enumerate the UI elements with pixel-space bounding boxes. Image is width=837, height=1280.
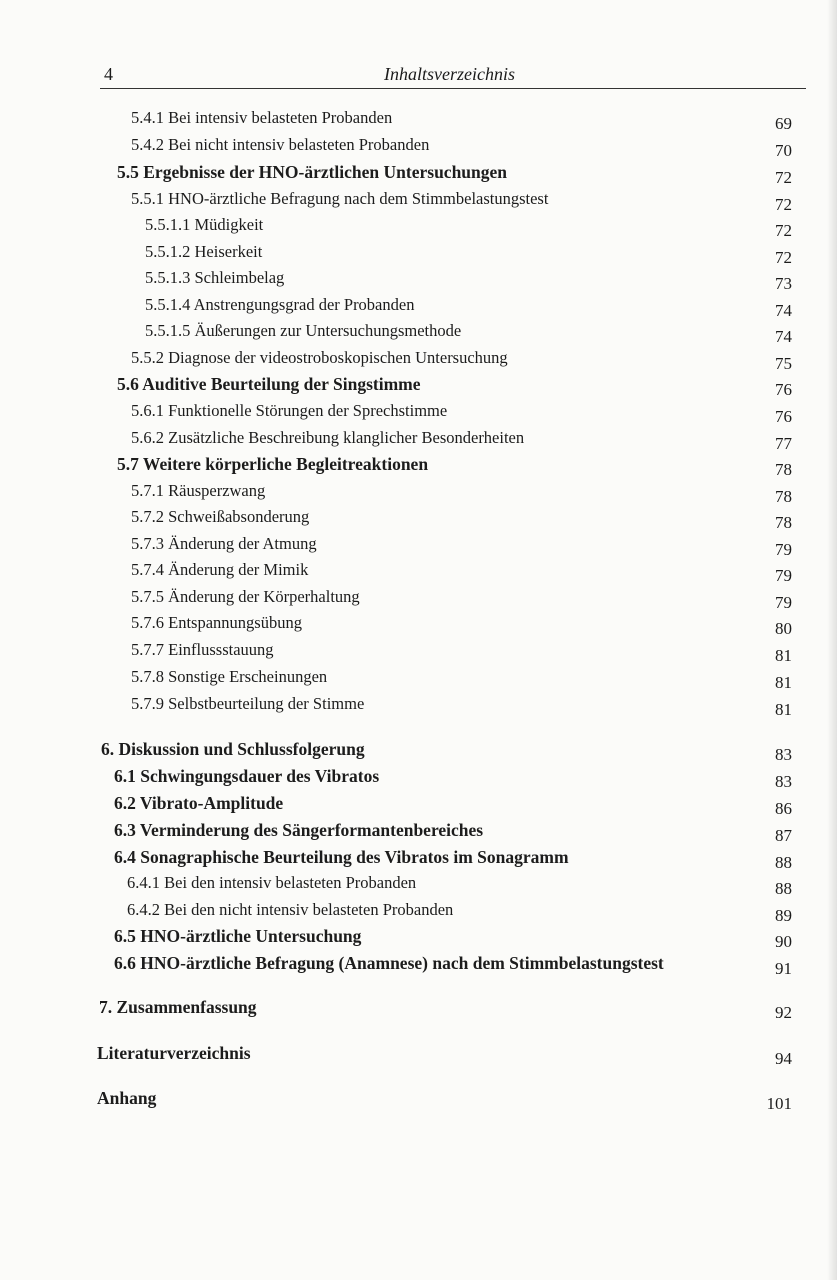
toc-entry-page: 79 — [775, 593, 792, 612]
toc-entry-page: 76 — [775, 407, 792, 426]
toc-entry-page: 90 — [775, 932, 792, 951]
toc-entry-page: 78 — [775, 487, 792, 506]
toc-entry-label: 5.4.2 Bei nicht intensiv belasteten Probanden — [131, 135, 430, 154]
toc-entry[interactable] — [127, 900, 792, 925]
toc-entry-label: 5.5.1.1 Müdigkeit — [145, 215, 264, 234]
toc-entry-page: 72 — [775, 195, 792, 214]
toc-entry-page: 70 — [775, 141, 792, 160]
toc-entry[interactable] — [131, 507, 792, 532]
toc-entry[interactable] — [114, 847, 792, 872]
toc-entry-label: 5.5 Ergebnisse der HNO-ärztlichen Untersuchungen — [117, 162, 508, 182]
toc-entry-page: 92 — [775, 1003, 792, 1022]
toc-entry-label: Literaturverzeichnis — [97, 1043, 251, 1063]
toc-entry-label: 5.5.1.2 Heiserkeit — [145, 242, 263, 261]
toc-entry-page: 73 — [775, 274, 792, 293]
toc-entry-page: 88 — [775, 853, 792, 872]
toc-entry-label: 5.4.1 Bei intensiv belasteten Probanden — [131, 108, 393, 127]
toc-entry-label: 5.7.3 Änderung der Atmung — [131, 534, 317, 553]
toc-entry-label: 5.7.6 Entspannungsübung — [131, 613, 302, 632]
toc-entry-label: 5.7.9 Selbstbeurteilung der Stimme — [131, 694, 365, 713]
toc-entry-page: 81 — [775, 646, 792, 665]
toc-entry-page: 101 — [766, 1094, 792, 1113]
header-title: Inhaltsverzeichnis — [384, 64, 515, 84]
toc-entry-page: 81 — [775, 700, 792, 719]
toc-entry[interactable] — [145, 215, 792, 240]
toc-entry-label: 6.4 Sonagraphische Beurteilung des Vibratos im Sonagramm — [114, 847, 569, 867]
toc-entry-page: 72 — [775, 248, 792, 267]
toc-entry[interactable] — [131, 401, 792, 426]
toc-entry-label: 5.6.1 Funktionelle Störungen der Sprechstimme — [131, 401, 448, 420]
toc-entry-label: 5.5.1 HNO-ärztliche Befragung nach dem Stimmbelastungstest — [131, 189, 549, 208]
toc-entry[interactable] — [131, 640, 792, 665]
toc-entry[interactable] — [145, 295, 792, 320]
toc-entry-page: 78 — [775, 513, 792, 532]
toc-entry-page: 72 — [775, 221, 792, 240]
toc-entry-page: 94 — [775, 1049, 792, 1068]
toc-entry-page: 91 — [775, 959, 792, 978]
toc-entry[interactable] — [131, 587, 792, 612]
toc-entry-label: 6.2 Vibrato-Amplitude — [114, 793, 284, 813]
toc-entry-page: 80 — [775, 619, 792, 638]
toc-entry[interactable] — [97, 1088, 792, 1113]
toc-entry[interactable] — [131, 534, 792, 559]
toc-entry-label: 5.7.4 Änderung der Mimik — [131, 560, 309, 579]
toc-entry-label: 5.5.2 Diagnose der videostroboskopischen Untersuchung — [131, 348, 508, 367]
toc-entry-label: 5.6.2 Zusätzliche Beschreibung klanglicher Besonderheiten — [131, 428, 525, 447]
toc-entry[interactable] — [99, 997, 792, 1022]
toc-entry[interactable] — [117, 374, 792, 399]
toc-entry-label: 5.7.1 Räusperzwang — [131, 481, 266, 500]
toc-entry-label: 7. Zusammenfassung — [99, 997, 257, 1017]
toc-entry[interactable] — [131, 481, 792, 506]
toc-entry-label: 6.1 Schwingungsdauer des Vibratos — [114, 766, 380, 786]
toc-entry-label: 6. Diskussion und Schlussfolgerung — [101, 739, 365, 759]
toc-entry-page: 81 — [775, 673, 792, 692]
toc-entry-label: 5.7.8 Sonstige Erscheinungen — [131, 667, 328, 686]
toc-entry[interactable] — [101, 739, 792, 764]
toc-entry-page: 86 — [775, 799, 792, 818]
toc-entry-label: 5.5.1.3 Schleimbelag — [145, 268, 285, 287]
toc-entry-page: 87 — [775, 826, 792, 845]
toc-entry-label: 6.6 HNO-ärztliche Befragung (Anamnese) nach dem Stimmbelastungstest — [114, 953, 664, 973]
toc-entry[interactable] — [117, 162, 792, 187]
toc-entry-page: 83 — [775, 772, 792, 791]
toc-entry-label: Anhang — [97, 1088, 157, 1108]
toc-entry[interactable] — [131, 428, 792, 453]
toc-entry[interactable] — [131, 135, 792, 160]
page-number: 4 — [104, 64, 113, 84]
toc-entry[interactable] — [117, 454, 792, 479]
toc-entry-label: 5.5.1.4 Anstrengungsgrad der Probanden — [145, 295, 415, 314]
toc-entry[interactable] — [131, 560, 792, 585]
toc-entry-label: 5.5.1.5 Äußerungen zur Untersuchungsmethode — [145, 321, 462, 340]
toc-entry[interactable] — [131, 667, 792, 692]
toc-entry-label: 5.6 Auditive Beurteilung der Singstimme — [117, 374, 421, 394]
toc-entry[interactable] — [114, 766, 792, 791]
toc-entry[interactable] — [131, 189, 792, 214]
toc-entry-page: 89 — [775, 906, 792, 925]
toc-entry[interactable] — [114, 953, 792, 978]
toc-entry-label: 5.7 Weitere körperliche Begleitreaktionen — [117, 454, 429, 474]
toc-entry-page: 78 — [775, 460, 792, 479]
toc-entry-label: 6.3 Verminderung des Sängerformantenbereiches — [114, 820, 484, 840]
toc-entry-page: 79 — [775, 540, 792, 559]
toc-entry-label: 5.7.7 Einflussstauung — [131, 640, 274, 659]
toc-entry[interactable] — [114, 820, 792, 845]
toc-entry-page: 69 — [775, 114, 792, 133]
toc-entry[interactable] — [131, 694, 792, 719]
toc-entry-page: 74 — [775, 301, 792, 320]
toc-entry-page: 72 — [775, 168, 792, 187]
toc-entry-page: 74 — [775, 327, 792, 346]
toc-entry[interactable] — [127, 873, 792, 898]
toc-entry-page: 75 — [775, 354, 792, 373]
toc-entry[interactable] — [131, 613, 792, 638]
toc-entry[interactable] — [131, 348, 792, 373]
toc-entry[interactable] — [131, 108, 792, 133]
toc-entry-label: 5.7.5 Änderung der Körperhaltung — [131, 587, 360, 606]
toc-entry-label: 6.4.1 Bei den intensiv belasteten Probanden — [127, 873, 417, 892]
toc-entry-label: 6.5 HNO-ärztliche Untersuchung — [114, 926, 362, 946]
toc-entry-page: 76 — [775, 380, 792, 399]
toc-entry[interactable] — [114, 926, 792, 951]
toc-entry-label: 6.4.2 Bei den nicht intensiv belasteten Probanden — [127, 900, 454, 919]
toc-entry-label: 5.7.2 Schweißabsonderung — [131, 507, 310, 526]
toc-entry-page: 88 — [775, 879, 792, 898]
toc-entry[interactable] — [114, 793, 792, 818]
toc-entry[interactable] — [145, 242, 792, 267]
toc-entry[interactable] — [145, 268, 792, 293]
toc-entry[interactable] — [97, 1043, 792, 1068]
toc-entry-page: 79 — [775, 566, 792, 585]
toc-entry[interactable] — [145, 321, 792, 346]
toc-entry-page: 77 — [775, 434, 792, 453]
toc-entry-page: 83 — [775, 745, 792, 764]
